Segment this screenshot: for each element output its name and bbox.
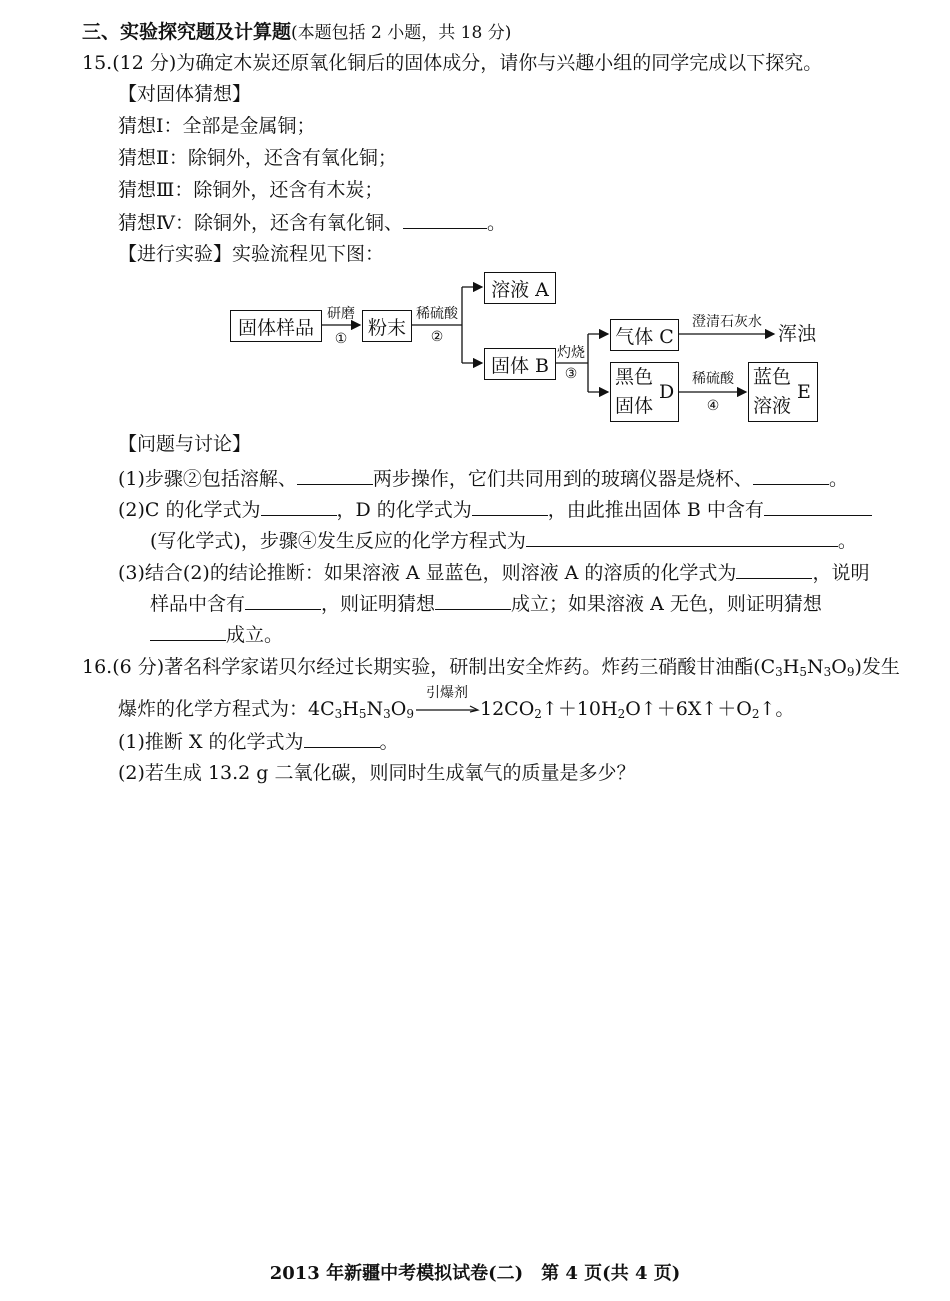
- discussion-part-3-line3: [150, 622, 283, 647]
- eq-products-c: O↑＋6X↑＋O: [625, 698, 752, 720]
- flow-label-step3: ③: [564, 366, 578, 382]
- q16-stem-d: O: [831, 656, 847, 678]
- eq-arrow-icon: [414, 700, 480, 720]
- sub-3: 3: [775, 665, 783, 679]
- answer-blank-p1-instrument[interactable]: [753, 466, 829, 485]
- eq-o: O: [390, 698, 407, 720]
- eq-sub-9: 9: [406, 707, 414, 721]
- experiment-heading: 【进行实验】实验流程见下图：: [118, 243, 385, 265]
- flow-box-powder: 粉末: [362, 310, 412, 342]
- answer-blank-p3-guess-a[interactable]: [435, 591, 511, 610]
- q16-part-1: [118, 729, 399, 754]
- answer-blank-p2-equation[interactable]: [526, 528, 838, 547]
- black-solid-line2: 固体: [615, 395, 654, 417]
- q16-part-2: (2)若生成 13.2 g 二氧化碳，则同时生成氧气的质量是多少？: [118, 762, 636, 784]
- eq-n: N: [366, 698, 384, 720]
- q16-stem-e: )发生: [854, 656, 900, 678]
- discussion-heading: 【问题与讨论】: [118, 433, 252, 455]
- black-solid-d-label: D: [659, 381, 675, 403]
- eq-sub-2a: 2: [534, 707, 542, 721]
- sub-5: 5: [799, 665, 807, 679]
- q16-stem-line: [82, 655, 900, 684]
- discussion-part-3-line2: [150, 591, 822, 616]
- guess-2: 猜想Ⅱ：除铜外，还含有氧化铜；: [118, 147, 397, 169]
- flow-box-solid-b: 固体 B: [484, 348, 556, 380]
- p2-text-b: ，D 的化学式为: [336, 499, 472, 521]
- guess-1: 猜想Ⅰ：全部是金属铜；: [118, 115, 316, 137]
- answer-blank-p2-d-formula[interactable]: [472, 497, 548, 516]
- p3-text-b: ，说明: [812, 562, 870, 584]
- discussion-part-2-line2: [150, 528, 857, 553]
- eq-sub-2c: 2: [751, 707, 760, 721]
- discussion-part-3-line1: [118, 560, 869, 585]
- black-solid-line1: 黑色: [615, 366, 654, 388]
- flow-label-dilute-acid-1: 稀硫酸: [416, 306, 458, 322]
- eq-products-d: ↑。: [759, 698, 795, 720]
- page-footer: 2013 年新疆中考模拟试卷(二) 第 4 页(共 4 页): [269, 1263, 681, 1284]
- q16-p1-text: (1)推断 X 的化学式为: [118, 731, 304, 753]
- eq-products-b: ↑＋10H: [541, 698, 618, 720]
- flow-label-limewater: 澄清石灰水: [692, 314, 762, 330]
- section-title: 三、实验探究题及计算题: [82, 21, 292, 43]
- flow-label-step1: ①: [334, 331, 348, 347]
- q15-stem: 为确定木炭还原氧化铜后的固体成分，请你与兴趣小组的同学完成以下探究。: [176, 52, 823, 74]
- flow-label-burn: 灼烧: [557, 345, 585, 361]
- guess-4-text: 猜想Ⅳ：除铜外，还含有氧化铜、: [118, 212, 403, 234]
- sub-9: 9: [846, 665, 855, 679]
- p3-text-d: ，则证明猜想: [321, 593, 436, 615]
- q16-stem-b: H: [782, 656, 800, 678]
- eq-reaction-arrow: [414, 685, 480, 720]
- flow-box-blue-solution-e: [748, 362, 818, 422]
- answer-blank-p1-operation[interactable]: [297, 466, 373, 485]
- answer-blank-p2-solid-b[interactable]: [764, 497, 872, 516]
- p2-text-c: ，由此推出固体 B 中含有: [547, 499, 764, 521]
- p2-text-d: (写化学式)，步骤④发生反应的化学方程式为: [150, 530, 526, 552]
- sub-3b: 3: [823, 665, 832, 679]
- p3-text-f: 成立。: [226, 624, 284, 646]
- eq-prefix: 爆炸的化学方程式为：4C: [118, 698, 335, 720]
- blue-solution-line2: 溶液: [753, 395, 792, 417]
- q16-number: 16.: [82, 656, 113, 678]
- answer-blank-p3-contains[interactable]: [245, 591, 321, 610]
- flow-result-turbid: 浑浊: [778, 323, 817, 345]
- blue-solution-e-label: E: [797, 381, 811, 403]
- eq-sub-5: 5: [358, 707, 367, 721]
- flow-label-grind: 研磨: [327, 306, 355, 322]
- p2-text-a: (2)C 的化学式为: [118, 499, 261, 521]
- p2-text-e: 。: [837, 530, 857, 552]
- flow-label-step2: ②: [430, 329, 444, 345]
- discussion-part-1: [118, 466, 848, 491]
- eq-sub-3: 3: [334, 707, 343, 721]
- section-note: (本题包括 2 小题，共 18 分): [291, 23, 512, 43]
- guess-3: 猜想Ⅲ：除铜外，还含有木炭；: [118, 179, 384, 201]
- p1-text-b: 两步操作，它们共同用到的玻璃仪器是烧杯、: [372, 468, 753, 490]
- flow-box-gas-c: 气体 C: [610, 319, 679, 351]
- p1-text-c: 。: [828, 468, 848, 490]
- eq-products-a: 12CO: [479, 698, 535, 720]
- flow-box-solid-sample: 固体样品: [230, 310, 322, 342]
- q16-stem-c: N: [807, 656, 824, 678]
- answer-blank-p2-c-formula[interactable]: [261, 497, 337, 516]
- q16-points: (6 分): [112, 656, 165, 678]
- answer-blank-p3-guess-b[interactable]: [150, 622, 226, 641]
- q16-p1-end: 。: [379, 731, 399, 753]
- guess-4-end: 。: [486, 212, 506, 234]
- eq-condition: 引爆剂: [425, 685, 468, 701]
- flow-label-dilute-acid-2: 稀硫酸: [692, 371, 734, 387]
- q16-equation-line: [118, 685, 795, 726]
- q16-stem-a: 著名科学家诺贝尔经过长期实验，研制出安全炸药。炸药三硝酸甘油酯(C: [164, 656, 776, 678]
- answer-blank-q16-x-formula[interactable]: [304, 729, 380, 748]
- flow-box-black-solid-d: [610, 362, 679, 422]
- flow-box-solution-a: 溶液 A: [484, 272, 556, 304]
- p3-text-e: 成立；如果溶液 A 无色，则证明猜想: [511, 593, 822, 615]
- q15-points: (12 分): [112, 52, 177, 74]
- p3-text-c: 样品中含有: [150, 593, 246, 615]
- p1-text-a: (1)步骤②包括溶解、: [118, 468, 297, 490]
- eq-h: H: [342, 698, 359, 720]
- discussion-part-2-line1: [118, 497, 872, 522]
- blue-solution-line1: 蓝色: [753, 366, 792, 388]
- answer-blank-p3-solute[interactable]: [736, 560, 812, 579]
- guess-heading: 【对固体猜想】: [118, 83, 252, 105]
- p3-text-a: (3)结合(2)的结论推断：如果溶液 A 显蓝色，则溶液 A 的溶质的化学式为: [118, 562, 737, 584]
- flow-label-step4: ④: [706, 398, 720, 414]
- eq-sub-2b: 2: [617, 707, 626, 721]
- q15-number: 15.: [82, 52, 113, 74]
- eq-sub-3b: 3: [383, 707, 391, 721]
